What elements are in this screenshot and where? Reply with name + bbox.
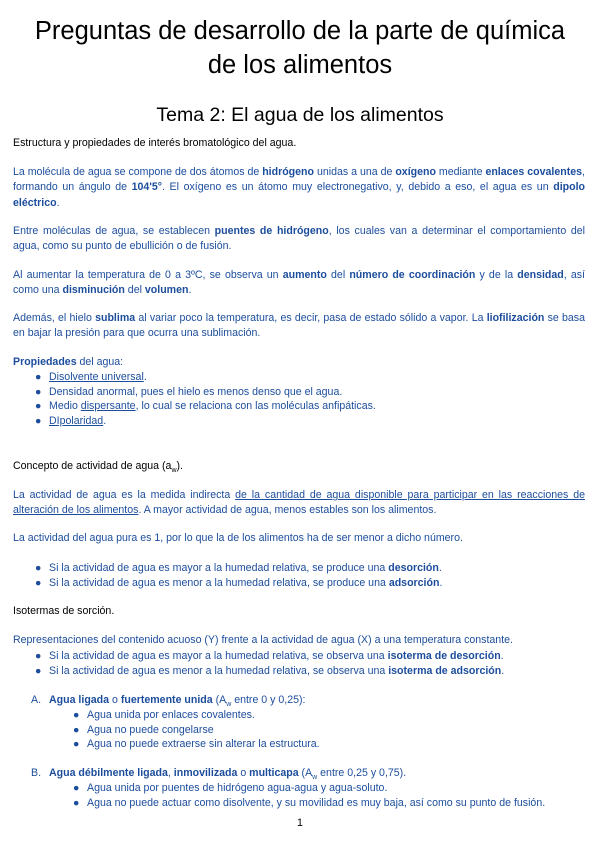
topic-title: Tema 2: El agua de los alimentos bbox=[156, 104, 444, 126]
water-type-a: A. Agua ligada o fuertemente unida ($A_w$ entre 0 y 0,25): bbox=[31, 694, 306, 709]
list-marker-a: A. bbox=[31, 694, 42, 706]
list-marker-b: B. bbox=[31, 767, 42, 779]
water-type-b: B. Agua débilmente ligada, inmovilizada o multicapa ($A_w$ entre 0,25 y 0,75). bbox=[31, 767, 407, 782]
list-item: ● Agua no puede extraerse sin alterar la estructura. bbox=[73, 738, 320, 750]
definition-link[interactable]: de la cantidad de agua disponible para participar en las reacciones de alteración de los alimentos bbox=[13, 489, 585, 517]
disolvente-link[interactable]: Disolvente universal bbox=[49, 371, 144, 383]
section1-paragraph-2: Entre moléculas de agua, se establecen puentes de hidrógeno, los cuales van a determinar el comportamiento del agua, como su punto de ebullición o de fusión. bbox=[13, 225, 585, 253]
list-item: ● Densidad anormal, pues el hielo es menos denso que el agua. bbox=[35, 385, 343, 398]
section2-paragraph-2: La actividad del agua pura es 1, por lo que la de los alimentos ha de ser menor a dicho número. bbox=[13, 532, 463, 544]
title-line-2: de los alimentos bbox=[207, 51, 393, 79]
section3-list bbox=[35, 649, 589, 678]
water-type-a-list bbox=[73, 708, 587, 752]
properties-label: Propiedades del agua: bbox=[13, 356, 124, 368]
section3-paragraph-1: Representaciones del contenido acuoso (Y) frente a la actividad de agua (X) a una temperatura constante. bbox=[13, 634, 513, 646]
list-item: ● Si la actividad de agua es mayor a la humedad relativa, se observa una isoterma de desorción. bbox=[35, 650, 504, 662]
dipolaridad-link[interactable]: DIpolaridad bbox=[49, 414, 104, 427]
section2-heading: Concepto de actividad de agua $(a_w)$. bbox=[13, 460, 183, 475]
section1-paragraph-3: Al aumentar la temperatura de 0 a 3ºC, se observa un aumento del número de coordinación y de la densidad, así como una disminución del volumen. bbox=[13, 269, 586, 297]
list-item: ● DIpolaridad. bbox=[35, 414, 107, 427]
water-type-b-list bbox=[73, 781, 587, 810]
list-item: ● Agua no puede actuar como disolvente, y su movilidad es muy baja, así como su punto de fusión. bbox=[73, 796, 546, 809]
properties-list bbox=[35, 370, 589, 428]
list-item: ● Agua unida por enlaces covalentes. bbox=[73, 709, 255, 721]
section1-paragraph-1: La molécula de agua se compone de dos átomos de hidrógeno unidas a una de oxígeno mediante enlaces covalentes, formando un ángulo de 104'5°. El oxígeno es un átomo muy electronegativo, y, debido a eso, el agua es un dipolo eléctrico. bbox=[13, 166, 585, 209]
document-title bbox=[0, 14, 600, 82]
section1-heading: Estructura y propiedades de interés bromatológico del agua. bbox=[13, 137, 297, 149]
list-item: ● Si la actividad de agua es menor a la humedad relativa, se observa una isoterma de adsorción. bbox=[35, 664, 505, 677]
section2-list bbox=[35, 561, 589, 590]
section2-paragraph-1: La actividad de agua es la medida indirecta de la cantidad de agua disponible para participar en las reacciones de alteración de los alimentos. A mayor actividad de agua, menos estables son los alimentos. bbox=[13, 489, 585, 517]
list-item: ● Si la actividad de agua es mayor a la humedad relativa, se produce una desorción. bbox=[35, 562, 442, 574]
title-line-1: Preguntas de desarrollo de la parte de química bbox=[34, 17, 566, 45]
list-item: ● Agua unida por puentes de hidrógeno agua-agua y agua-soluto. bbox=[73, 782, 388, 794]
section1-paragraph-4: Además, el hielo sublima al variar poco la temperatura, es decir, pasa de estado sólido a vapor. La liofilización se basa en bajar la presión para que ocurra una sublimación. bbox=[13, 312, 585, 340]
list-item: ● Agua no puede congelarse bbox=[73, 723, 214, 736]
list-item: ● Disolvente universal. bbox=[35, 371, 147, 383]
list-item: ● Si la actividad de agua es menor a la humedad relativa, se produce una adsorción. bbox=[35, 576, 443, 589]
section3-heading: Isotermas de sorción. bbox=[13, 605, 115, 617]
list-item: ● Medio dispersante, lo cual se relaciona con las moléculas anfipáticas. bbox=[35, 400, 376, 412]
dispersante-link[interactable]: dispersante bbox=[80, 400, 136, 412]
page-number: 1 bbox=[297, 817, 303, 829]
